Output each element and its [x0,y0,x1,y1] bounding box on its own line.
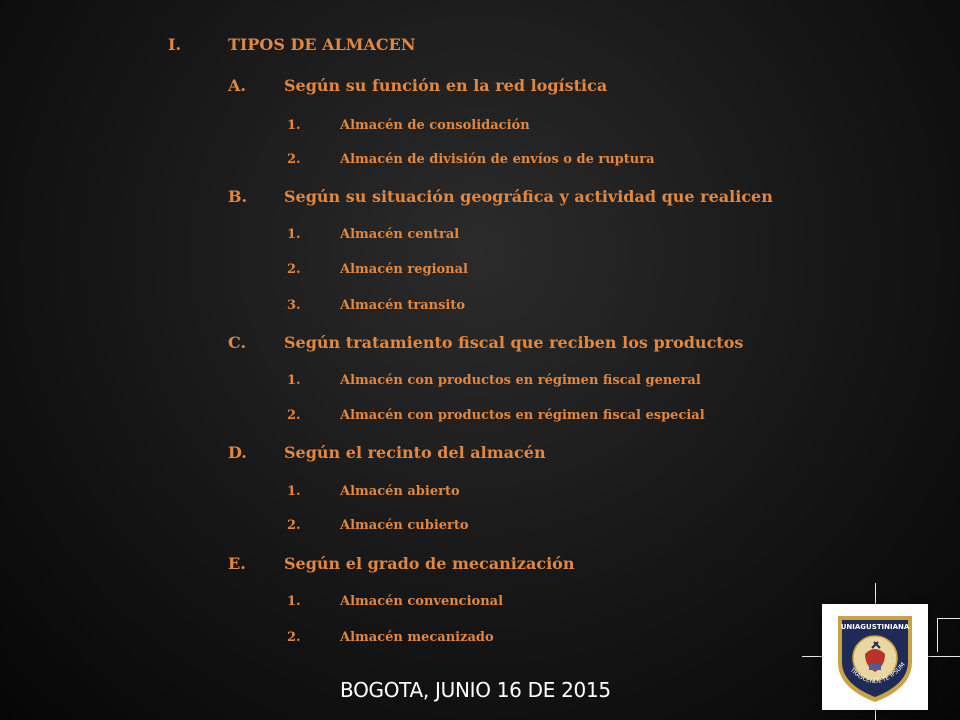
outline-item-marker: 1. [287,372,301,388]
decorative-line [875,583,876,604]
logo-motto-left: TRASCENDE [848,666,883,686]
outline-item-marker: 2. [287,629,301,645]
outline-item-marker: E. [228,554,246,574]
outline-item-text: TIPOS DE ALMACEN [228,35,416,55]
outline-item-marker: B. [228,187,248,207]
logo-motto-right: TE IPSUM [881,661,907,684]
outline-item-text: Almacén central [340,226,460,242]
outline-item-text: Almacén regional [340,261,469,277]
outline-item-marker: 1. [287,226,301,242]
outline-item-marker: 2. [287,261,301,277]
outline-item-text: Almacén transito [340,297,466,313]
decorative-line [928,656,960,657]
outline-item-text: Almacén de división de envíos o de ruptura [340,151,655,167]
outline-item-marker: 1. [287,593,301,609]
outline-item-marker: I. [168,35,182,55]
decorative-line [875,710,876,720]
outline-item-text: Almacén convencional [340,593,504,609]
outline-item-marker: A. [228,76,246,96]
outline-item-marker: 1. [287,117,301,133]
outline-item-text: Según su función en la red logística [284,76,608,96]
footer-date: BOGOTA, JUNIO 16 DE 2015 [340,678,611,702]
outline-item-marker: 1. [287,483,301,499]
outline-item-text: Almacén mecanizado [340,629,494,645]
outline-item-marker: 2. [287,407,301,423]
outline-item-marker: 2. [287,517,301,533]
outline-item-text: Almacén de consolidación [340,117,530,133]
outline-item-marker: 3. [287,297,301,313]
outline-item-text: Según tratamiento fiscal que reciben los productos [284,333,744,353]
university-crest-icon [822,604,928,710]
decorative-line [802,656,822,657]
outline-item-text: Según su situación geográfica y actividad que realicen [284,187,773,207]
outline-item-text: Almacén con productos en régimen fiscal especial [340,407,705,423]
outline-item-text: Según el recinto del almacén [284,443,546,463]
logo [822,604,928,710]
decorative-line [937,618,938,652]
outline-item-text: Almacén cubierto [340,517,469,533]
outline-item-text: Almacén con productos en régimen fiscal general [340,372,701,388]
outline-item-text: Almacén abierto [340,483,460,499]
logo-top-text: UNIAGUSTINIANA [840,623,910,631]
decorative-line [937,618,960,619]
outline-item-marker: 2. [287,151,301,167]
outline-item-marker: C. [228,333,247,353]
outline-item-marker: D. [228,443,247,463]
outline-item-text: Según el grado de mecanización [284,554,575,574]
